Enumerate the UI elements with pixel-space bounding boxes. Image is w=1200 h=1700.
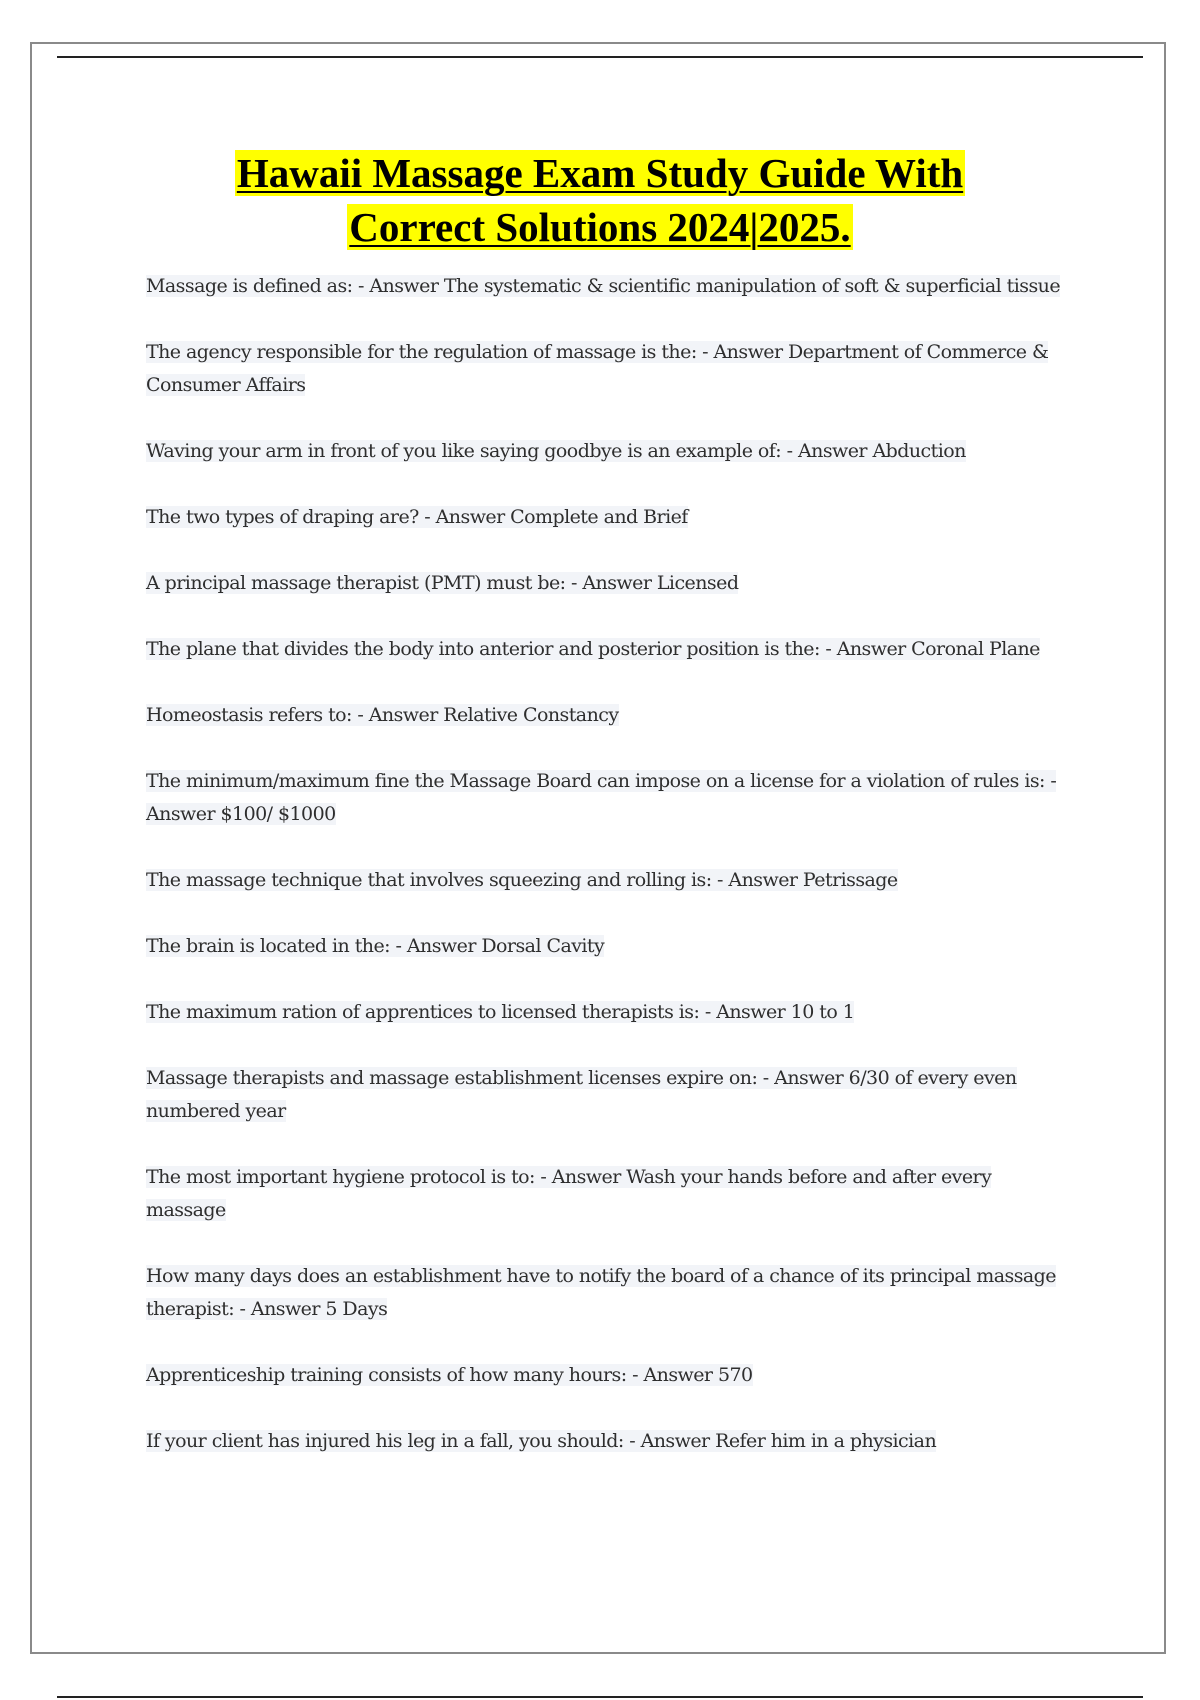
qa-item: How many days does an establishment have to notify the board of a chance of its principal massage therapist: - Answer 5 Days	[146, 1265, 1056, 1320]
qa-item: The most important hygiene protocol is to: - Answer Wash your hands before and after every massage	[146, 1166, 992, 1221]
qa-item: Homeostasis refers to: - Answer Relative Constancy	[146, 704, 619, 726]
document-title	[100, 146, 1100, 254]
qa-item: The agency responsible for the regulation of massage is the: - Answer Department of Commerce & Consumer Affairs	[146, 341, 1049, 396]
qa-item: The minimum/maximum fine the Massage Board can impose on a license for a violation of rules is: - Answer $100/ $1000	[146, 770, 1057, 825]
qa-item: If your client has injured his leg in a fall, you should: - Answer Refer him in a physician	[146, 1430, 937, 1452]
qa-item: The massage technique that involves squeezing and rolling is: - Answer Petrissage	[146, 869, 898, 891]
qa-item: Waving your arm in front of you like saying goodbye is an example of: - Answer Abduction	[146, 440, 966, 462]
qa-item: The plane that divides the body into anterior and posterior position is the: - Answer Coronal Plane	[146, 638, 1040, 660]
title-line-1: Hawaii Massage Exam Study Guide With	[236, 150, 964, 196]
qa-item: Massage therapists and massage establishment licenses expire on: - Answer 6/30 of every even numbered year	[146, 1067, 1017, 1122]
qa-item: The two types of draping are? - Answer Complete and Brief	[146, 506, 688, 528]
bottom-rule	[57, 1696, 1143, 1698]
qa-item: The brain is located in the: - Answer Dorsal Cavity	[146, 935, 605, 957]
title-line-2: Correct Solutions 2024|2025.	[349, 204, 851, 250]
qa-item: A principal massage therapist (PMT) must be: - Answer Licensed	[146, 572, 739, 594]
qa-item: Massage is defined as: - Answer The systematic & scientific manipulation of soft & superficial tissue	[146, 275, 1061, 297]
qa-item: Apprenticeship training consists of how many hours: - Answer 570	[146, 1364, 753, 1386]
qa-item: The maximum ration of apprentices to licensed therapists is: - Answer 10 to 1	[146, 1001, 855, 1023]
question-answer-list	[146, 270, 1076, 1458]
top-rule	[57, 56, 1143, 58]
